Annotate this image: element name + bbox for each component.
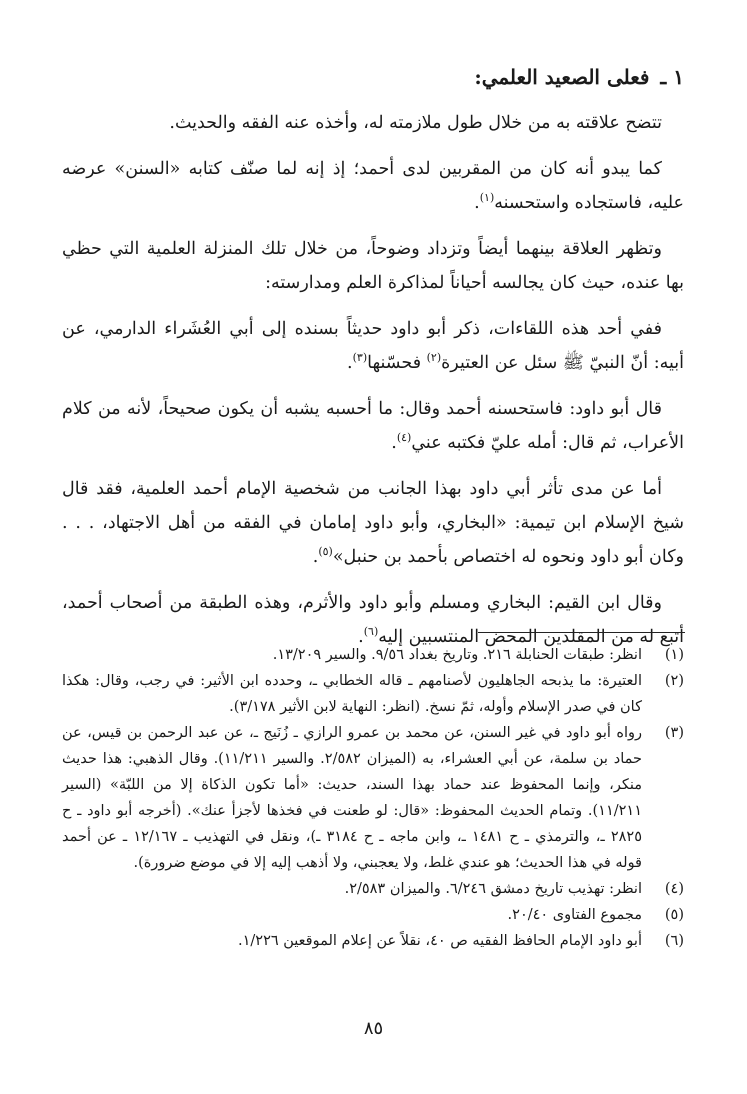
paragraph-text: قال أبو داود: فاستحسنه أحمد وقال: ما أحسبه يشبه أن يكون صحيحاً، لأنه من كلام الأعراب، ثم قال: أمله عليّ فكتبه عني (62, 399, 684, 453)
footnote-number: (٥) (664, 907, 684, 923)
footnote-2 (62, 668, 684, 720)
footnote-ref: (٢) (426, 351, 442, 365)
footnote-text: انظر: طبقات الحنابلة ٢١٦. وتاريخ بغداد ٩/٥٦. والسير ١٣/٢٠٩. (272, 647, 642, 663)
footnote-number: (٢) (664, 673, 684, 689)
footnote-text: انظر: تهذيب تاريخ دمشق ٦/٢٤٦. والميزان ٢/٥٨٣. (344, 881, 642, 897)
paragraph-text: ففي أحد هذه اللقاءات، ذكر أبو داود حديثاً بسنده إلى أبي العُشَراء الدارمي، عن أبيه: أنّ النبيّ ﷺ سئل عن العتيرة (62, 319, 684, 373)
footnote-text: أبو داود الإمام الحافظ الفقيه ص ٤٠، نقلاً عن إعلام الموقعين ١/٢٢٦. (238, 933, 642, 949)
footnote-number: (٤) (664, 881, 684, 897)
footnote-text: العتيرة: ما يذبحه الجاهليون لأصنامهم ـ قاله الخطابي ـ، وحدده ابن الأثير: في رجب، وقال: هكذا كان في صدر الإسلام وأوله، ثمّ نسخ. (انظر: النهاية لابن الأثير ٣/١٧٨). (62, 673, 642, 715)
paragraph-text: أما عن مدى تأثر أبي داود بهذا الجانب من شخصية الإمام أحمد العلمية، فقد قال شيخ الإسلام ابن تيمية: «البخاري، وأبو داود إمامان في الفقه من أهل الاجتهاد، . . . وكان أبو داود ونحوه له اختصاص بأحمد بن حنبل» (62, 479, 684, 567)
paragraph-6 (62, 472, 684, 574)
page-number: ٨٥ (363, 1018, 384, 1039)
footnote-ref: (١) (479, 191, 495, 205)
footnote-number: (٦) (664, 933, 684, 949)
footnote-text: رواه أبو داود في غير السنن، عن محمد بن عمرو الرازي ـ زُنَيج ـ، عن عبد الرحمن بن قيس، عن حماد بن سلمة، عن أبي العشراء، به (الميزان ٢/٥٨٢. والسير ١١/٢١١). وقال الذهبي: هذا حديث منكر، وإنما المحفوظ عند حماد بهذا السند، حديث: «أما تكون الذكاة إلا من اللبّة» (السير ١١/٢١١). وتمام الحديث المحفوظ: «قال: لو طعنت في فخذها لأجزأ عنك». (أخرجه أبو داود ـ ح ٢٨٢٥ ـ، والترمذي ـ ح ١٤٨١ ـ، وابن ماجه ـ ح ٣١٨٤ ـ)، ونقل في التهذيب ـ ١٢/١٦٧ ـ عن أحمد قوله في هذا الحديث؛ هو عندي غلط، ولا يعجبني، ولا أذهب إليه إلا في موضع ضرورة). (62, 725, 643, 871)
footnote-5 (62, 902, 684, 928)
section-number: ١ ـ (660, 65, 684, 89)
paragraph-tail: . (312, 547, 319, 567)
paragraph-5 (62, 392, 684, 460)
footnote-6 (62, 928, 684, 954)
paragraph-tail: . (391, 433, 397, 453)
footnote-divider (478, 632, 685, 633)
footnotes (62, 642, 684, 954)
paragraph-3 (62, 232, 684, 300)
paragraph-text: كما يبدو أنه كان من المقربين لدى أحمد؛ إذ إنه لما صنّف كتابه «السنن» عرضه عليه، فاستجاده واستحسنه (62, 159, 684, 213)
paragraph-4 (62, 312, 684, 380)
section-heading (62, 60, 684, 94)
section-title: فعلى الصعيد العلمي: (474, 65, 650, 89)
paragraph-2 (62, 152, 684, 220)
paragraph-1 (62, 106, 684, 140)
footnote-ref: (٥) (318, 545, 333, 559)
footnote-number: (١) (664, 647, 684, 663)
footnote-ref: (٤) (396, 431, 412, 445)
footnote-number: (٣) (664, 725, 684, 741)
paragraph-text: وتظهر العلاقة بينهما أيضاً وتزداد وضوحاً، من خلال تلك المنزلة العلمية التي حظي بها عنده، حيث كان يجالسه أحياناً لمذاكرة العلم ومدارسته: (62, 239, 684, 293)
footnote-4 (62, 876, 684, 902)
paragraph-text: وقال ابن القيم: البخاري ومسلم وأبو داود والأثرم، وهذه الطبقة من أصحاب أحمد، أتبع له من المقلدين المحض المنتسبين إليه (62, 593, 684, 647)
paragraph-text: تتضح علاقته به من خلال طول ملازمته له، وأخذه عنه الفقه والحديث. (169, 113, 662, 133)
footnote-ref: (٦) (363, 625, 379, 639)
footnote-ref: (٣) (352, 351, 368, 365)
paragraph-tail: . (358, 627, 364, 647)
paragraph-tail: فحسّنها (367, 353, 427, 373)
paragraph-tail: . (474, 193, 480, 213)
footnote-3 (62, 720, 684, 876)
main-text (62, 60, 684, 666)
paragraph-tail: . (347, 353, 353, 373)
footnote-1 (62, 642, 684, 668)
footnote-text: مجموع الفتاوى ٢٠/٤٠. (507, 907, 642, 923)
